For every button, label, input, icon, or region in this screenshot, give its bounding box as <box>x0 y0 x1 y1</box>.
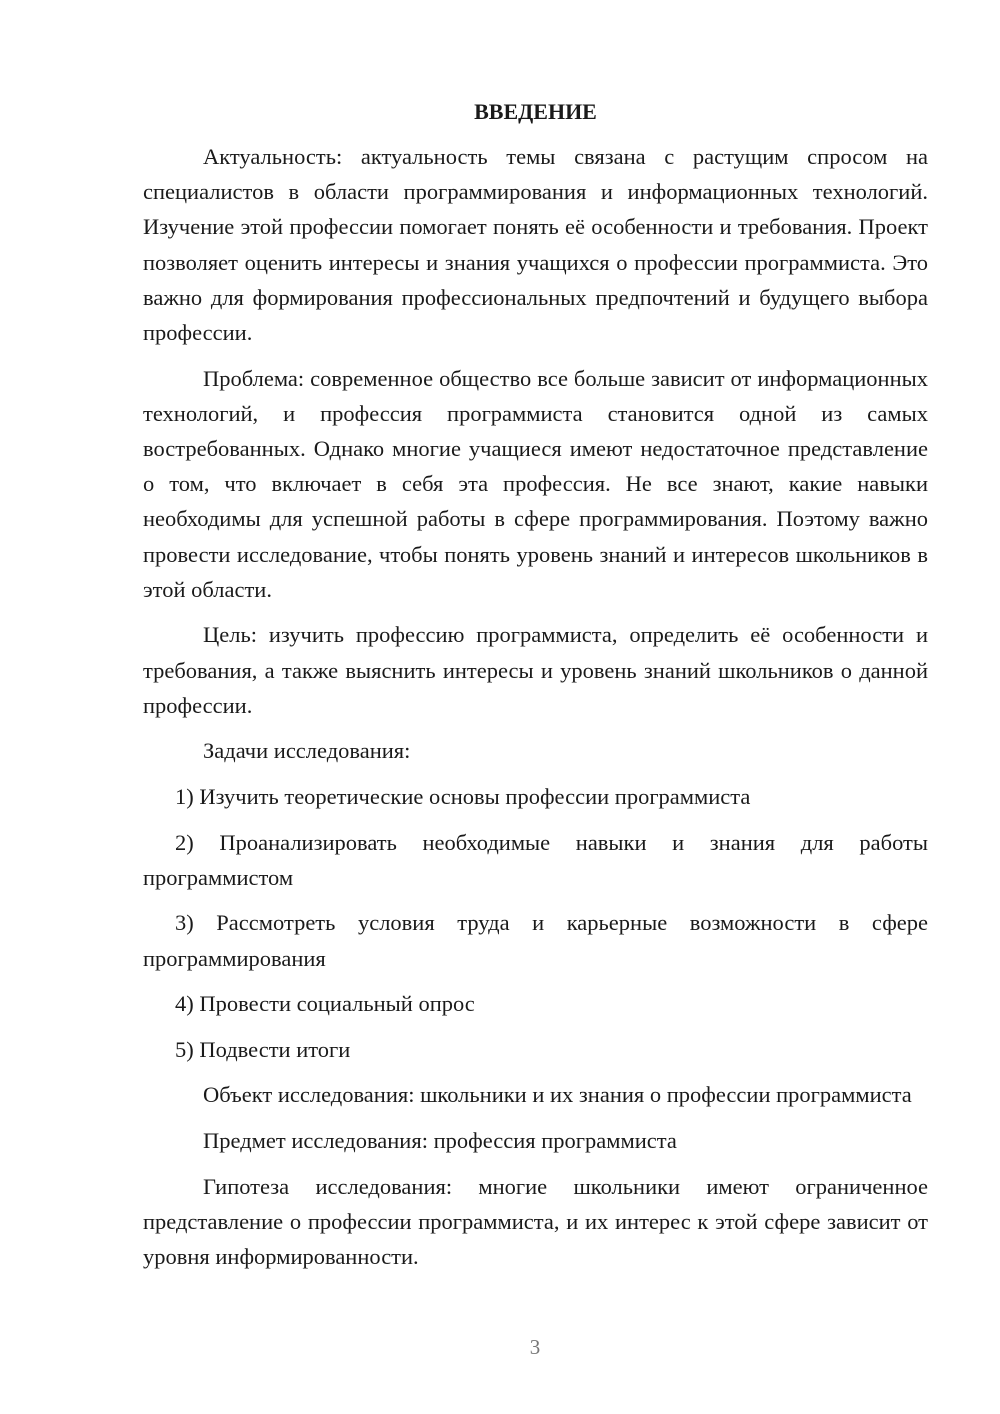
page-number: 3 <box>529 1335 541 1359</box>
tasks-heading: Задачи исследования: <box>203 738 411 764</box>
task-item-1: 1) Изучить теоретические основы профессии программиста <box>175 784 751 810</box>
goal-paragraph: Цель: изучить профессию программиста, определить её особенности и требования, а также выяснить интересы и уровень знаний школьников о данной профессии. <box>143 622 928 718</box>
object-paragraph: Объект исследования: школьники и их знания о профессии программиста <box>203 1082 912 1108</box>
hypothesis-paragraph: Гипотеза исследования: многие школьники имеют ограниченное представление о профессии программиста, и их интерес к этой сфере зависит от уровня информированности. <box>143 1173 928 1269</box>
task-item-3: 3) Рассмотреть условия труда и карьерные возможности в сфере программирования <box>143 910 928 971</box>
task-item-5: 5) Подвести итоги <box>175 1036 351 1062</box>
subject-paragraph: Предмет исследования: профессия программиста <box>203 1127 677 1153</box>
problem-paragraph: Проблема: современное общество все больше зависит от информационных технологий, и профессия программиста становится одной из самых востребованных. Однако многие учащиеся имеют недостаточное представление о том, что включает в себя эта профессия. Не все знают, какие навыки необходимы для успешной работы в сфере программирования. Поэтому важно провести исследование, чтобы понять уровень знаний и интересов школьников в этой области. <box>143 365 928 602</box>
task-item-4: 4) Провести социальный опрос <box>175 991 475 1017</box>
section-title: ВВЕДЕНИЕ <box>474 99 597 124</box>
page-content <box>143 94 928 1285</box>
task-item-2: 2) Проанализировать необходимые навыки и знания для работы программистом <box>143 829 928 890</box>
relevance-paragraph: Актуальность: актуальность темы связана с растущим спросом на специалистов в области программирования и информационных технологий. Изучение этой профессии помогает понять её особенности и требования. Проект позволяет оценить интересы и знания учащихся о профессии программиста. Это важно для формирования профессиональных предпочтений и будущего выбора профессии. <box>143 144 928 346</box>
